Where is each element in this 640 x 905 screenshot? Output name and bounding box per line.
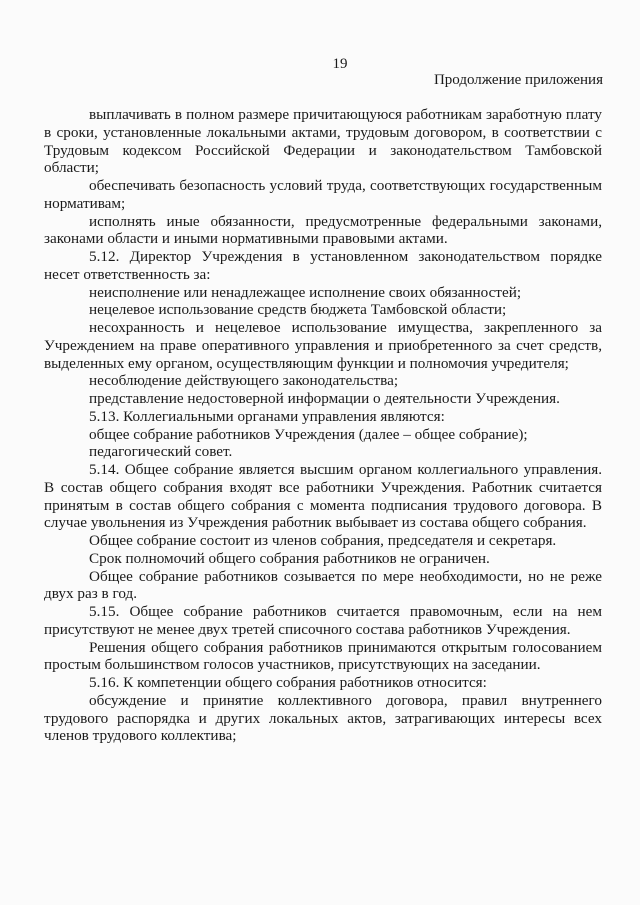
document-body (44, 106, 602, 745)
paragraph: 5.15. Общее собрание работников считается правомочным, если на нем присутствуют не менее двух третей списочного состава работников Учреждения. (44, 603, 602, 638)
paragraph: выплачивать в полном размере причитающуюся работникам заработную плату в сроки, установленные локальными актами, трудовым договором, в соответствии с Трудовым кодексом Российской Федерации и законодательством Тамбовской области; (44, 106, 602, 177)
page-number: 19 (332, 56, 348, 72)
paragraph: Решения общего собрания работников принимаются открытым голосованием простым большинством голосов участников, присутствующих на заседании. (44, 638, 602, 674)
paragraph: нецелевое использование средств бюджета Тамбовской области; (89, 301, 507, 319)
paragraph: несоблюдение действующего законодательства; (89, 372, 399, 390)
paragraph: Общее собрание состоит из членов собрания, председателя и секретаря. (89, 532, 557, 549)
paragraph: 5.14. Общее собрание является высшим органом коллегиального управления. В состав общего собрания входят все работники Учреждения. Работник считается принятым в состав общего собрания с момента подписания трудового договора. В случае увольнения из Учреждения работник выбывает из состава общего собрания. (44, 461, 602, 532)
paragraph: общее собрание работников Учреждения (далее – общее собрание); (89, 425, 528, 443)
paragraph: Срок полномочий общего собрания работников не ограничен. (89, 549, 490, 567)
paragraph: Общее собрание работников созывается по мере необходимости, но не реже двух раз в год. (44, 567, 602, 603)
paragraph: обсуждение и принятие коллективного договора, правил внутреннего трудового распорядка и других локальных актов, затрагивающих интересы всех членов трудового коллектива; (44, 691, 602, 745)
paragraph: несохранность и нецелевое использование имущества, закрепленного за Учреждением на праве оперативного управления и приобретенного за счет средств, выделенных ему органом, осуществляющим функции и полномочия учредителя; (44, 319, 602, 372)
paragraph: представление недостоверной информации о деятельности Учреждения. (89, 390, 560, 407)
paragraph: неисполнение или ненадлежащее исполнение своих обязанностей; (89, 283, 522, 301)
appendix-continuation-note: Продолжение приложения (433, 72, 603, 88)
paragraph: обеспечивать безопасность условий труда, соответствующих государственным нормативам; (44, 177, 602, 212)
paragraph: педагогический совет. (89, 443, 233, 461)
paragraph: 5.16. К компетенции общего собрания работников относится: (89, 674, 487, 691)
paragraph: 5.12. Директор Учреждения в установленном законодательством порядке несет ответственность за: (44, 248, 602, 283)
paragraph: 5.13. Коллегиальными органами управления являются: (89, 407, 445, 425)
paragraph: исполнять иные обязанности, предусмотренные федеральными законами, законами области и иными нормативными правовыми актами. (44, 212, 602, 248)
